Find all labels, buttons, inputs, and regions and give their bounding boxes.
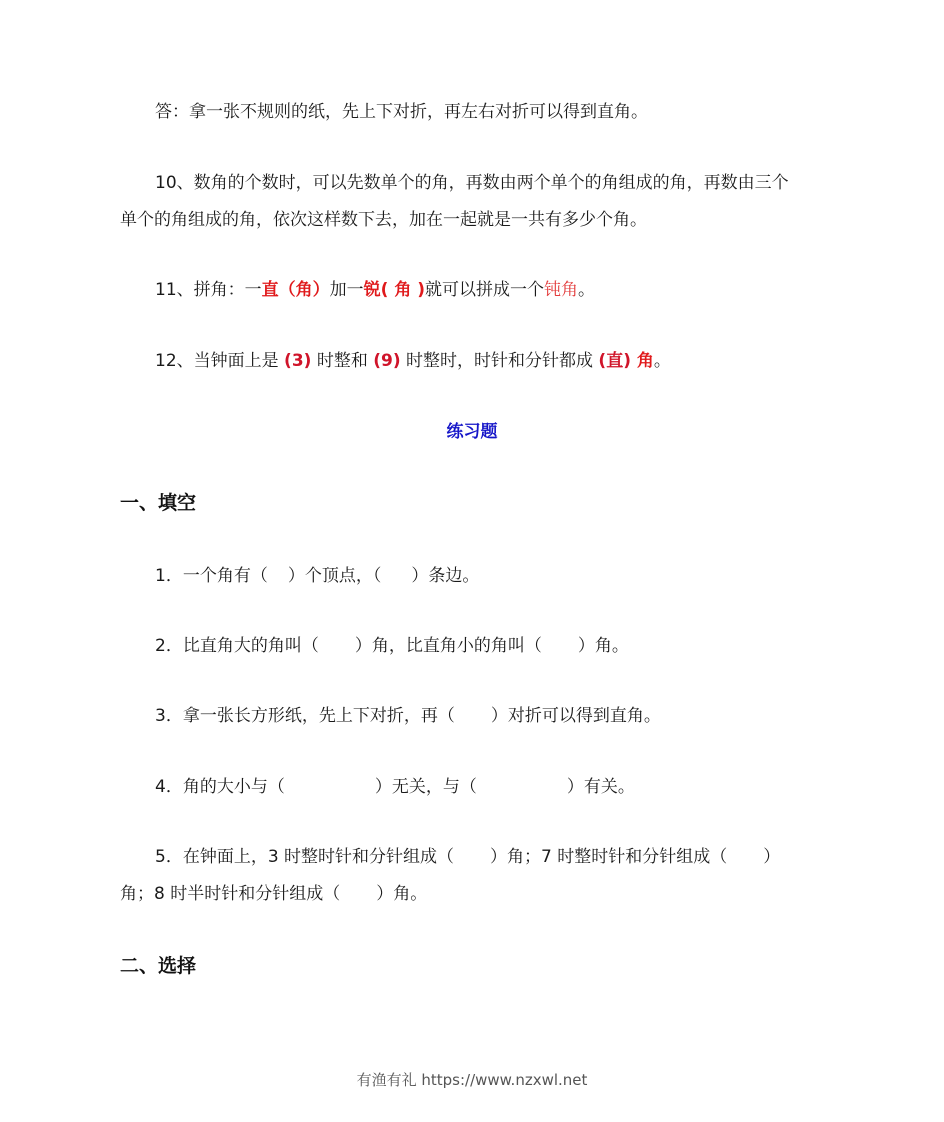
item-11-right-angle: 直（角）	[261, 280, 330, 300]
item-11	[155, 278, 595, 302]
question-2	[155, 634, 629, 658]
question-2-text-c: ）角。	[577, 636, 629, 656]
item-12-answer-9: (9)	[373, 351, 401, 371]
item-11-end: 。	[578, 280, 596, 300]
item-10-line-2: 单个的角组成的角，依次这样数下去，加在一起就是一共有多少个角。	[120, 210, 647, 230]
exercise-title: 练习题	[446, 422, 498, 442]
question-4	[155, 775, 635, 799]
question-3-text-a: 3．拿一张长方形纸，先上下对折，再（	[155, 706, 455, 726]
item-12-angle: 角	[630, 351, 654, 371]
item-12-answer-3: (3)	[284, 351, 312, 371]
question-5-text-b: ）角；7 时整时针和分针组成（	[490, 847, 728, 867]
item-11-mid2: 就可以拼成一个	[425, 280, 545, 300]
item-11-mid: 加一	[329, 280, 364, 300]
question-5-line-2	[120, 882, 427, 906]
item-12-end: 。	[653, 351, 671, 371]
question-1-text-b: ）个顶点，（	[287, 566, 382, 586]
item-12-mid1: 时整和	[311, 351, 374, 371]
question-4-text-b: ）无关，与（	[374, 777, 477, 797]
item-11-obtuse-angle: 钝角	[544, 280, 579, 300]
question-5-text-e: ）角。	[376, 884, 428, 904]
item-12-answer-right: (直)	[598, 351, 631, 371]
item-10-line-1: 10、数角的个数时，可以先数单个的角，再数由两个单个的角组成的角，再数由三个	[155, 173, 789, 193]
footer-watermark: 有渔有礼 https://www.nzxwl.net	[356, 1071, 588, 1089]
question-5-text-a: 5．在钟面上，3 时整时针和分针组成（	[155, 847, 455, 867]
question-4-text-c: ）有关。	[566, 777, 635, 797]
question-2-text-b: ）角，比直角小的角叫（	[354, 636, 542, 656]
question-1-text-a: 1．一个角有（	[155, 566, 268, 586]
item-11-prefix: 11、拼角：一	[155, 280, 262, 300]
question-3	[155, 704, 661, 728]
question-5-text-c: ）	[763, 847, 781, 867]
section-choice-heading: 二、选择	[120, 955, 197, 977]
question-2-text-a: 2．比直角大的角叫（	[155, 636, 319, 656]
question-1	[155, 564, 479, 588]
item-12-prefix: 12、当钟面上是	[155, 351, 285, 371]
section-fill-blank-heading: 一、填空	[120, 492, 197, 514]
question-1-text-c: ）条边。	[411, 566, 480, 586]
question-4-text-a: 4．角的大小与（	[155, 777, 285, 797]
question-3-text-b: ）对折可以得到直角。	[490, 706, 661, 726]
item-12	[155, 349, 671, 373]
answer-line: 答：拿一张不规则的纸，先上下对折，再左右对折可以得到直角。	[155, 102, 648, 122]
question-5-line-1	[155, 845, 780, 869]
question-5-text-d: 角；8 时半时针和分针组成（	[120, 884, 341, 904]
item-12-mid2: 时整时，时针和分针都成	[400, 351, 599, 371]
item-11-acute-angle: 锐( 角 )	[363, 280, 426, 300]
